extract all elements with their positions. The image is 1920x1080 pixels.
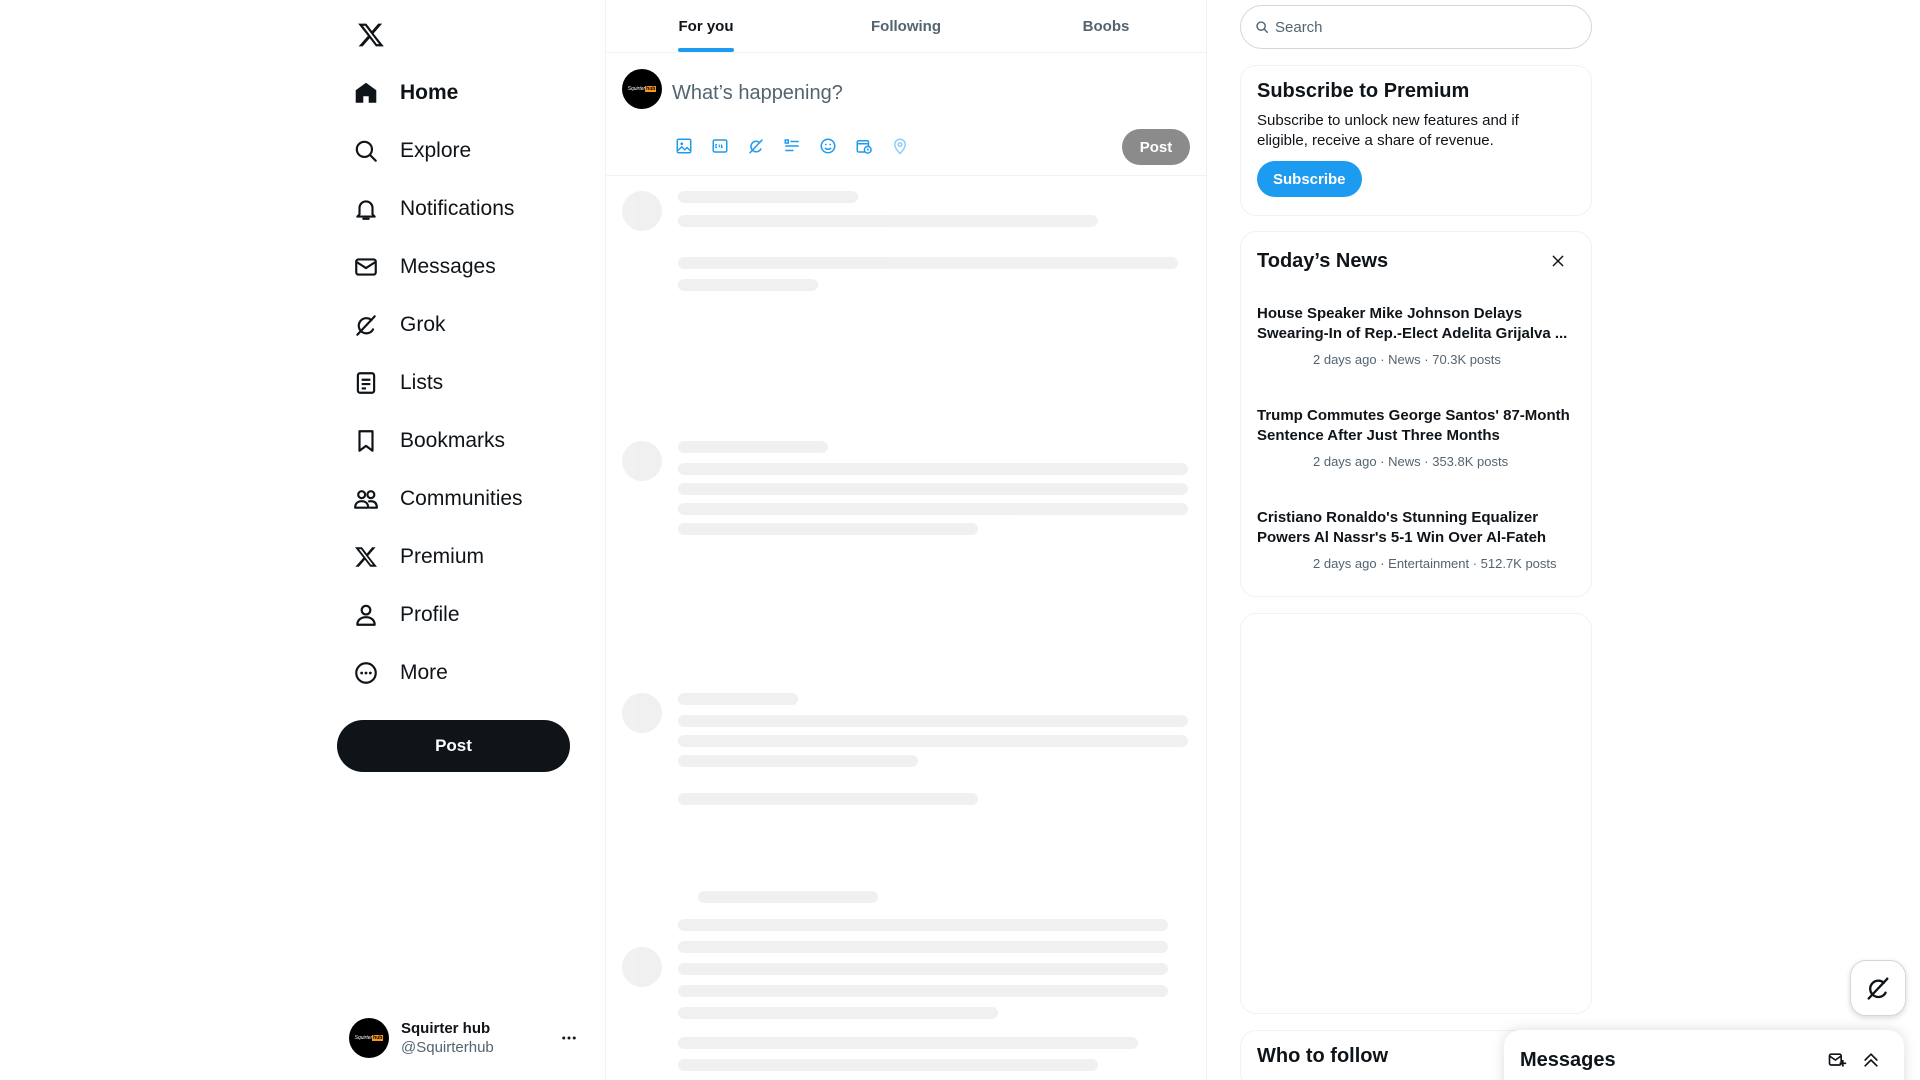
nav-item-more[interactable] (346, 644, 606, 702)
timeline-feed (606, 177, 1206, 1080)
news-title: Today’s News (1257, 249, 1389, 272)
premium-description: Subscribe to unlock new features and if eligible, receive a share of revenue. (1257, 112, 1519, 149)
avatar-logo-text: Squirter (627, 86, 646, 92)
list-icon (350, 367, 382, 399)
avatar-logo-badge: hub (646, 86, 656, 92)
search-input[interactable] (1275, 19, 1575, 36)
news-headline: Cristiano Ronaldo's Stunning Equalizer Powers Al Nassr's 5-1 Win Over Al-Fateh (1257, 509, 1547, 546)
nav-label: Home (400, 81, 459, 104)
messages-drawer-title: Messages (1520, 1048, 1616, 1071)
avatar-logo-badge: hub (373, 1035, 383, 1041)
nav-label: Messages (400, 255, 496, 278)
avatar-logo-text: Squirter (354, 1035, 373, 1041)
search-icon (350, 135, 382, 167)
news-meta: 2 days ago · News · 70.3K posts (1313, 352, 1501, 367)
premium-title: Subscribe to Premium (1257, 80, 1470, 102)
nav-item-communities[interactable] (346, 470, 606, 528)
search-icon (1255, 20, 1269, 34)
grok-icon (350, 309, 382, 341)
grok-floating-button[interactable] (1850, 960, 1906, 1016)
right-sidebar (1240, 0, 1592, 1080)
news-item[interactable] (1241, 290, 1591, 392)
schedule-icon[interactable] (852, 134, 876, 158)
nav-item-lists[interactable] (346, 354, 606, 412)
news-headline: House Speaker Mike Johnson Delays Swearing-In of Rep.-Elect Adelita Grijalva ... (1257, 305, 1568, 342)
nav-label: Explore (400, 139, 472, 162)
nav-label: More (400, 661, 448, 684)
news-header (1241, 232, 1591, 290)
image-icon[interactable] (672, 134, 696, 158)
poll-icon[interactable] (780, 134, 804, 158)
news-meta: 2 days ago · News · 353.8K posts (1313, 454, 1509, 469)
more-horizontal-icon[interactable] (557, 1029, 581, 1047)
nav-label: Profile (400, 603, 460, 626)
bell-icon (350, 193, 382, 225)
timeline-tabs (606, 0, 1206, 53)
account-handle: @Squirterhub (401, 1039, 494, 1056)
tab-label: For you (678, 17, 734, 35)
nav-label: Bookmarks (400, 429, 506, 452)
communities-icon (350, 483, 382, 515)
nav-label: Communities (400, 487, 523, 510)
nav-label: Notifications (400, 197, 515, 220)
envelope-icon (350, 251, 382, 283)
news-item[interactable] (1241, 494, 1591, 596)
emoji-icon[interactable] (816, 134, 840, 158)
account-text (401, 1020, 557, 1056)
left-sidebar (330, 0, 605, 1080)
news-item[interactable] (1241, 392, 1591, 494)
account-switcher[interactable] (337, 1010, 587, 1066)
premium-card (1240, 65, 1592, 216)
grok-icon (1864, 974, 1892, 1002)
messages-drawer[interactable] (1504, 1030, 1904, 1080)
post-button[interactable]: Post (337, 720, 570, 772)
compose-input[interactable] (672, 77, 1172, 109)
todays-news-card (1240, 231, 1592, 597)
chevron-double-up-icon[interactable] (1854, 1043, 1888, 1077)
x-logo-icon (350, 541, 382, 573)
who-to-follow-title: Who to follow (1257, 1045, 1389, 1067)
bookmark-icon (350, 425, 382, 457)
new-message-icon[interactable] (1820, 1043, 1854, 1077)
search-bar[interactable] (1240, 5, 1592, 49)
news-headline: Trump Commutes George Santos' 87-Month Sentence After Just Three Months (1257, 407, 1570, 444)
composer-toolbar (672, 134, 912, 158)
tab-following[interactable] (806, 0, 1006, 52)
nav-item-explore[interactable] (346, 122, 606, 180)
more-circle-icon (350, 657, 382, 689)
primary-nav (346, 64, 606, 702)
compose-post-button[interactable]: Post (1122, 129, 1190, 165)
person-icon (350, 599, 382, 631)
tab-label: Following (871, 17, 941, 35)
news-meta: 2 days ago · Entertainment · 512.7K posts (1313, 556, 1557, 571)
trends-card-loading (1240, 613, 1592, 1014)
home-icon (350, 77, 382, 109)
location-icon[interactable] (888, 134, 912, 158)
x-logo-icon[interactable] (346, 10, 396, 60)
avatar (349, 1018, 389, 1058)
close-icon[interactable] (1541, 244, 1575, 278)
nav-label: Premium (400, 545, 485, 568)
avatar (622, 69, 662, 109)
nav-item-premium[interactable] (346, 528, 606, 586)
nav-item-notifications[interactable] (346, 180, 606, 238)
tab-label: Boobs (1082, 17, 1130, 35)
nav-item-bookmarks[interactable] (346, 412, 606, 470)
nav-item-profile[interactable] (346, 586, 606, 644)
grok-icon[interactable] (744, 134, 768, 158)
nav-label: Lists (400, 371, 444, 394)
tab-boobs[interactable] (1006, 0, 1206, 52)
nav-label: Grok (400, 313, 446, 336)
tab-for-you[interactable] (606, 0, 806, 52)
main-column (605, 0, 1207, 1080)
nav-item-messages[interactable] (346, 238, 606, 296)
account-name: Squirter hub (401, 1020, 491, 1037)
nav-item-grok[interactable] (346, 296, 606, 354)
subscribe-button[interactable]: Subscribe (1257, 161, 1362, 197)
nav-item-home[interactable] (346, 64, 606, 122)
gif-icon[interactable] (708, 134, 732, 158)
